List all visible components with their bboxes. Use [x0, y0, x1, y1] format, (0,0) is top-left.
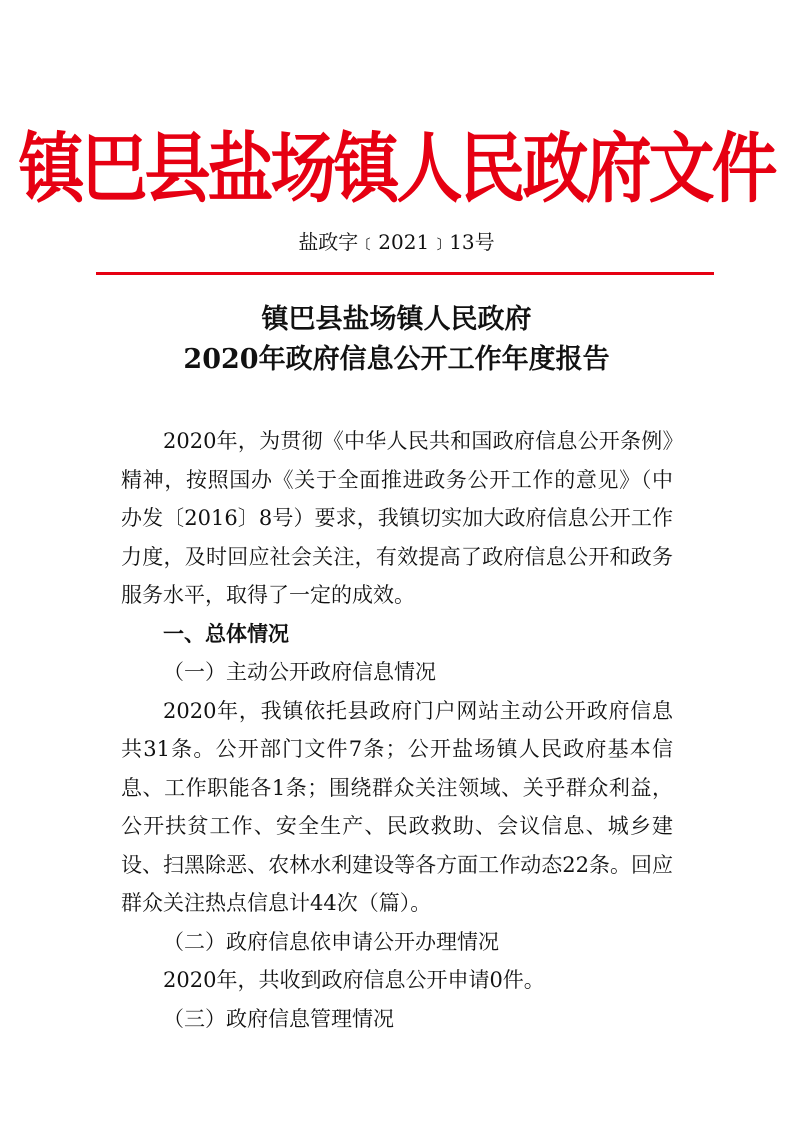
- report-title-line-2: 2020年政府信息公开工作年度报告: [183, 344, 610, 375]
- report-title-line-1: 镇巴县盐场镇人民政府: [261, 304, 532, 335]
- section-heading-overview: 一、总体情况: [163, 620, 289, 646]
- red-document-header: 镇巴县盐场镇人民政府文件: [18, 124, 775, 214]
- intro-paragraph: 2020年，为贯彻《中华人民共和国政府信息公开条例》精神，按照国办《关于全面推进政务公开工作的意见》（中办发〔2016〕8号）要求，我镇切实加大政府信息公开工作力度，及时回应社会关注，有效提高了政府信息公开和政务服务水平，取得了一定的成效。: [121, 429, 673, 607]
- proactive-disclosure-paragraph: 2020年，我镇依托县政府门户网站主动公开政府信息共31条。公开部门文件7条；公开盐场镇人民政府基本信息、工作职能各1条；围绕群众关注领域、关乎群众利益，公开扶贫工作、安全生产、民政救助、会议信息、城乡建设、扫黑除恶、农林水利建设等各方面工作动态22条。回应群众关注热点信息计44次（篇）。: [121, 698, 673, 915]
- request-disclosure-paragraph: 2020年，共收到政府信息公开申请0件。: [163, 968, 545, 992]
- report-title: [0, 300, 793, 380]
- report-body: [121, 422, 673, 1038]
- document-number: 盐政字﹝2021﹞13号: [298, 230, 495, 254]
- red-divider-line: [96, 272, 714, 275]
- subsection-heading-information-management: （三）政府信息管理情况: [163, 1006, 394, 1031]
- subsection-heading-request-disclosure: （二）政府信息依申请公开办理情况: [163, 929, 499, 954]
- subsection-heading-proactive-disclosure: （一）主动公开政府信息情况: [163, 660, 436, 684]
